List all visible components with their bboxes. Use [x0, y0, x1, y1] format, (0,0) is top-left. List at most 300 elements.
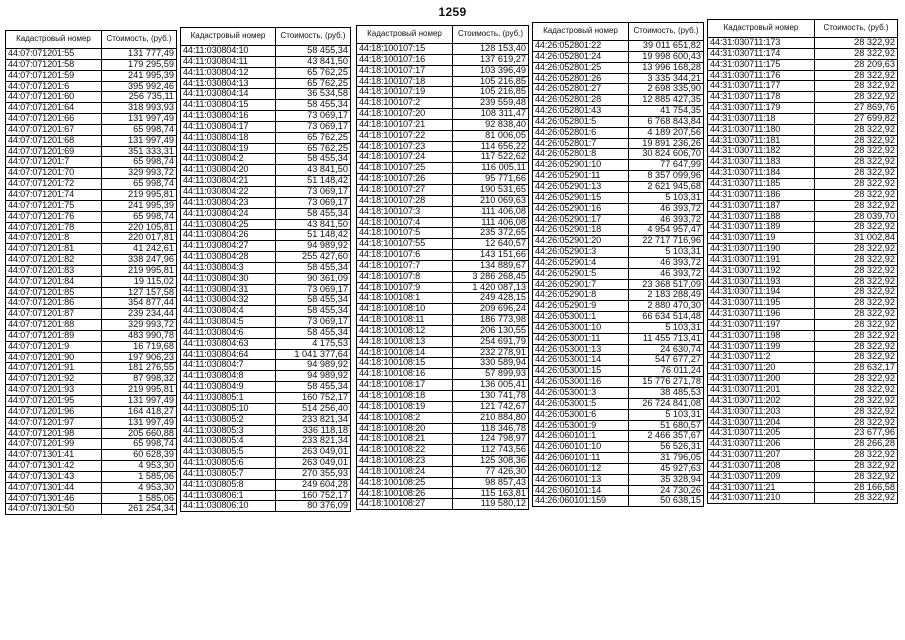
cadastral-number-cell: 44:31:030711:2 [708, 352, 815, 363]
cost-cell: 255 427,60 [276, 252, 351, 263]
cost-cell: 28 322,92 [815, 244, 898, 255]
table-row [181, 306, 351, 317]
cadastral-number-cell: 44:26:053001:15 [533, 366, 629, 377]
cost-cell: 58 455,34 [276, 262, 351, 273]
cadastral-number-cell: 44:11:030804:12 [181, 67, 276, 78]
cost-cell: 98 857,43 [453, 477, 529, 488]
cadastral-number-cell: 44:26:052901:11 [533, 171, 629, 182]
cost-cell: 73 069,17 [276, 121, 351, 132]
cost-cell: 1 420 087,13 [453, 282, 529, 293]
cost-cell: 239 559,48 [453, 98, 529, 109]
cost-cell: 28 322,92 [815, 287, 898, 298]
table-row [181, 414, 351, 425]
cadastral-number-cell: 44:07:071201:67 [6, 124, 102, 135]
table-header-row [533, 23, 704, 41]
cadastral-number-cell: 44:07:071301:43 [6, 471, 102, 482]
cadastral-number-cell: 44:11:030804:32 [181, 295, 276, 306]
table-row [533, 84, 704, 95]
table-row [708, 124, 898, 135]
cost-cell: 1 041 377,64 [276, 349, 351, 360]
cost-cell: 28 322,92 [815, 385, 898, 396]
cadastral-number-cell: 44:31:030711:184 [708, 168, 815, 179]
cadastral-number-cell: 44:18:100107:15 [357, 44, 453, 55]
header-cadastral-number: Кадастровый номер [6, 31, 102, 49]
table-row [533, 149, 704, 160]
table-row [708, 493, 898, 504]
cadastral-number-cell: 44:11:030806:1 [181, 490, 276, 501]
cadastral-number-cell: 44:18:100107:4 [357, 217, 453, 228]
table-row [357, 163, 529, 174]
cost-cell: 12 885 427,35 [629, 95, 704, 106]
table-row [357, 76, 529, 87]
cost-cell: 28 322,92 [815, 265, 898, 276]
cadastral-number-cell: 44:11:030804:15 [181, 100, 276, 111]
table-row [533, 41, 704, 52]
cadastral-number-cell: 44:31:030711:18 [708, 113, 815, 124]
cadastral-number-cell: 44:18:100107:16 [357, 54, 453, 65]
cost-cell: 73 069,17 [276, 186, 351, 197]
cost-cell: 28 322,92 [815, 200, 898, 211]
cadastral-number-cell: 44:07:071201:96 [6, 406, 102, 417]
cost-cell: 94 989,92 [276, 241, 351, 252]
cadastral-number-cell: 44:18:100107:3 [357, 206, 453, 217]
table-row [357, 217, 529, 228]
cost-cell: 28 322,92 [815, 124, 898, 135]
cadastral-number-cell: 44:18:100107:5 [357, 228, 453, 239]
table-row [357, 488, 529, 499]
cadastral-number-cell: 44:18:100108:22 [357, 445, 453, 456]
cost-cell: 60 628,39 [102, 450, 177, 461]
cost-cell: 87 998,32 [102, 374, 177, 385]
cadastral-number-cell: 44:18:100108:16 [357, 369, 453, 380]
cadastral-number-cell: 44:26:060101:10 [533, 442, 629, 453]
cadastral-number-cell: 44:31:030711:207 [708, 450, 815, 461]
table-row [708, 428, 898, 439]
cadastral-number-cell: 44:11:030804:26 [181, 230, 276, 241]
cadastral-number-cell: 44:07:071201:72 [6, 179, 102, 190]
table-row [708, 48, 898, 59]
table-row [181, 338, 351, 349]
cadastral-number-cell: 44:11:030804:6 [181, 327, 276, 338]
cadastral-number-cell: 44:11:030804:3 [181, 262, 276, 273]
cadastral-number-cell: 44:07:071201:97 [6, 417, 102, 428]
cadastral-number-cell: 44:18:100107:26 [357, 174, 453, 185]
cost-cell: 160 752,17 [276, 490, 351, 501]
table-row [181, 349, 351, 360]
cadastral-number-cell: 44:11:030804:4 [181, 306, 276, 317]
cadastral-number-cell: 44:26:052801:26 [533, 73, 629, 84]
table-row [708, 287, 898, 298]
cost-cell: 354 877,44 [102, 298, 177, 309]
table-row [6, 450, 177, 461]
cadastral-number-cell: 44:26:052901:4 [533, 257, 629, 268]
table-row [708, 233, 898, 244]
table-row [357, 325, 529, 336]
table-row [6, 482, 177, 493]
table-row [708, 254, 898, 265]
cost-cell: 2 621 945,68 [629, 181, 704, 192]
cost-cell: 65 762,25 [276, 132, 351, 143]
cost-cell: 261 254,34 [102, 504, 177, 515]
cadastral-table-3 [356, 25, 529, 510]
cost-cell: 23 677,96 [815, 428, 898, 439]
table-row [6, 504, 177, 515]
table-row [533, 192, 704, 203]
table-row [533, 236, 704, 247]
cost-cell: 28 322,92 [815, 417, 898, 428]
table-row [533, 257, 704, 268]
table-row [708, 146, 898, 157]
cadastral-number-cell: 44:31:030711:194 [708, 287, 815, 298]
cost-cell: 4 953,30 [102, 461, 177, 472]
table-row [357, 477, 529, 488]
cost-cell: 65 998,74 [102, 124, 177, 135]
cost-cell: 330 589,94 [453, 358, 529, 369]
cost-cell: 179 295,59 [102, 59, 177, 70]
table-row [357, 98, 529, 109]
cost-cell: 137 619,27 [453, 54, 529, 65]
table-row [181, 154, 351, 165]
table-row [708, 341, 898, 352]
cadastral-number-cell: 44:07:071201:68 [6, 135, 102, 146]
cadastral-number-cell: 44:26:060101:14 [533, 485, 629, 496]
table-row [181, 284, 351, 295]
cost-cell: 103 396,49 [453, 65, 529, 76]
table-row [533, 279, 704, 290]
cost-cell: 4 189 207,56 [629, 127, 704, 138]
cadastral-number-cell: 44:31:030711:193 [708, 276, 815, 287]
table-row [6, 352, 177, 363]
table-row [708, 385, 898, 396]
cost-cell: 51 680,57 [629, 420, 704, 431]
cadastral-number-cell: 44:26:053001:11 [533, 333, 629, 344]
cost-cell: 28 166,58 [815, 482, 898, 493]
table-row [357, 412, 529, 423]
cadastral-number-cell: 44:18:100107:22 [357, 130, 453, 141]
table-row [181, 176, 351, 187]
table-row [533, 474, 704, 485]
cost-cell: 38 485,53 [629, 388, 704, 399]
cadastral-number-cell: 44:07:071301:50 [6, 504, 102, 515]
table-row [357, 152, 529, 163]
cadastral-number-cell: 44:31:030711:204 [708, 417, 815, 428]
cost-cell: 249 604,28 [276, 479, 351, 490]
table-row [533, 171, 704, 182]
cost-cell: 46 393,72 [629, 203, 704, 214]
cost-cell: 12 640,57 [453, 239, 529, 250]
cadastral-number-cell: 44:26:052801:43 [533, 106, 629, 117]
cadastral-number-cell: 44:11:030806:10 [181, 501, 276, 512]
table-row [181, 479, 351, 490]
cost-cell: 2 880 470,30 [629, 301, 704, 312]
cost-cell: 46 393,72 [629, 268, 704, 279]
cadastral-number-cell: 44:11:030804:16 [181, 111, 276, 122]
table-row [357, 44, 529, 55]
table-row [181, 111, 351, 122]
cost-cell: 206 130,55 [453, 325, 529, 336]
cost-cell: 65 998,74 [102, 157, 177, 168]
cadastral-number-cell: 44:07:071301:41 [6, 450, 102, 461]
cost-cell: 94 989,92 [276, 371, 351, 382]
cost-cell: 119 580,12 [453, 499, 529, 510]
table-row [357, 434, 529, 445]
cadastral-number-cell: 44:18:100108:27 [357, 499, 453, 510]
cadastral-number-cell: 44:26:052901:18 [533, 225, 629, 236]
cost-cell: 19 998 600,43 [629, 51, 704, 62]
cost-cell: 28 322,92 [815, 330, 898, 341]
cadastral-number-cell: 44:11:030805:4 [181, 436, 276, 447]
table-row [6, 211, 177, 222]
cost-cell: 58 455,34 [276, 306, 351, 317]
cost-cell: 43 841,50 [276, 56, 351, 67]
cadastral-number-cell: 44:18:100108:23 [357, 456, 453, 467]
table-row [6, 493, 177, 504]
cost-cell: 351 333,31 [102, 146, 177, 157]
cost-cell: 43 841,50 [276, 165, 351, 176]
cadastral-number-cell: 44:11:030804:27 [181, 241, 276, 252]
cost-cell: 3 286 268,45 [453, 271, 529, 282]
table-row [533, 496, 704, 507]
table-row [533, 366, 704, 377]
cost-cell: 56 526,31 [629, 442, 704, 453]
cadastral-number-cell: 44:31:030711:187 [708, 200, 815, 211]
table-row [708, 168, 898, 179]
cadastral-number-cell: 44:31:030711:183 [708, 157, 815, 168]
cadastral-number-cell: 44:31:030711:198 [708, 330, 815, 341]
table-row [708, 59, 898, 70]
cadastral-number-cell: 44:07:071201:86 [6, 298, 102, 309]
cadastral-number-cell: 44:18:100107:9 [357, 282, 453, 293]
cost-cell: 219 995,81 [102, 189, 177, 200]
cadastral-number-cell: 44:18:100107:24 [357, 152, 453, 163]
cost-cell: 114 656,22 [453, 141, 529, 152]
cost-cell: 108 311,47 [453, 109, 529, 120]
table-row [181, 67, 351, 78]
cost-cell: 73 069,17 [276, 111, 351, 122]
cost-cell: 1 585,06 [102, 471, 177, 482]
cost-cell: 73 069,17 [276, 284, 351, 295]
cost-cell: 92 838,40 [453, 119, 529, 130]
cadastral-number-cell: 44:31:030711:209 [708, 471, 815, 482]
cost-cell: 249 428,15 [453, 293, 529, 304]
table-row [708, 265, 898, 276]
table-row [181, 262, 351, 273]
cost-cell: 131 997,49 [102, 114, 177, 125]
table-row [708, 38, 898, 49]
cost-cell: 4 175,53 [276, 338, 351, 349]
cost-cell: 19 115,02 [102, 276, 177, 287]
cadastral-number-cell: 44:11:030805:7 [181, 468, 276, 479]
cost-cell: 235 372,65 [453, 228, 529, 239]
cadastral-table-2 [180, 27, 351, 512]
cadastral-number-cell: 44:26:052801:8 [533, 149, 629, 160]
table-row [533, 398, 704, 409]
cost-cell: 90 361,09 [276, 273, 351, 284]
cadastral-number-cell: 44:18:100107:23 [357, 141, 453, 152]
cadastral-number-cell: 44:18:100108:26 [357, 488, 453, 499]
table-row [6, 189, 177, 200]
cost-cell: 65 762,25 [276, 78, 351, 89]
cadastral-number-cell: 44:26:052901:15 [533, 192, 629, 203]
table-row [6, 114, 177, 125]
cost-cell: 28 322,92 [815, 395, 898, 406]
table-row [181, 100, 351, 111]
header-cadastral-number: Кадастровый номер [708, 20, 815, 38]
table-row [708, 417, 898, 428]
cost-cell: 124 798,97 [453, 434, 529, 445]
cost-cell: 28 322,92 [815, 460, 898, 471]
table-row [181, 186, 351, 197]
cadastral-number-cell: 44:07:071201:92 [6, 374, 102, 385]
table-row [357, 54, 529, 65]
table-row [357, 87, 529, 98]
table-row [6, 461, 177, 472]
cadastral-number-cell: 44:11:030804:9 [181, 382, 276, 393]
cadastral-number-cell: 44:31:030711:189 [708, 222, 815, 233]
cadastral-number-cell: 44:18:100107:19 [357, 87, 453, 98]
table-row [6, 70, 177, 81]
table-row [708, 460, 898, 471]
cost-cell: 24 630,74 [629, 344, 704, 355]
cost-cell: 254 691,79 [453, 336, 529, 347]
cadastral-number-cell: 44:07:071201:84 [6, 276, 102, 287]
cost-cell: 130 741,78 [453, 391, 529, 402]
table-row [533, 95, 704, 106]
table-row [181, 165, 351, 176]
cadastral-number-cell: 44:11:030804:23 [181, 197, 276, 208]
table-row [181, 447, 351, 458]
cadastral-number-cell: 44:11:030804:8 [181, 371, 276, 382]
cadastral-number-cell: 44:31:030711:180 [708, 124, 815, 135]
cadastral-number-cell: 44:26:060101:11 [533, 453, 629, 464]
cost-cell: 111 406,08 [453, 217, 529, 228]
cadastral-number-cell: 44:18:100108:15 [357, 358, 453, 369]
table-row [6, 157, 177, 168]
table-row [533, 420, 704, 431]
cadastral-number-cell: 44:11:030804:31 [181, 284, 276, 295]
cadastral-number-cell: 44:07:071201:55 [6, 49, 102, 60]
table-row [6, 439, 177, 450]
table-row [357, 239, 529, 250]
table-row [357, 65, 529, 76]
cadastral-number-cell: 44:31:030711:176 [708, 70, 815, 81]
cadastral-number-cell: 44:26:052901:8 [533, 290, 629, 301]
cost-cell: 28 322,92 [815, 70, 898, 81]
cost-cell: 43 841,50 [276, 219, 351, 230]
table-row [6, 287, 177, 298]
cadastral-number-cell: 44:11:030804:28 [181, 252, 276, 263]
table-row [357, 260, 529, 271]
table-row [181, 360, 351, 371]
cadastral-number-cell: 44:26:052801:25 [533, 62, 629, 73]
table-row [708, 157, 898, 168]
cost-cell: 28 322,92 [815, 374, 898, 385]
cost-cell: 28 632,17 [815, 363, 898, 374]
table-row [533, 73, 704, 84]
cost-cell: 65 998,74 [102, 439, 177, 450]
table-row [181, 121, 351, 132]
cadastral-number-cell: 44:11:030805:3 [181, 425, 276, 436]
table-row [708, 135, 898, 146]
table-row [533, 355, 704, 366]
table-row [6, 135, 177, 146]
cost-cell: 76 011,24 [629, 366, 704, 377]
cost-cell: 28 209,63 [815, 59, 898, 70]
cost-cell: 8 357 099,96 [629, 171, 704, 182]
table-row [6, 200, 177, 211]
cadastral-number-cell: 44:07:071201:88 [6, 320, 102, 331]
cost-cell: 28 322,92 [815, 471, 898, 482]
table-row [6, 276, 177, 287]
cadastral-number-cell: 44:18:100108:14 [357, 347, 453, 358]
cadastral-number-cell: 44:31:030711:202 [708, 395, 815, 406]
cost-cell: 28 322,92 [815, 309, 898, 320]
table-row [533, 344, 704, 355]
cost-cell: 134 889,67 [453, 260, 529, 271]
table-row [6, 59, 177, 70]
cost-cell: 127 157,58 [102, 287, 177, 298]
cadastral-number-cell: 44:26:052901:10 [533, 160, 629, 171]
cadastral-number-cell: 44:07:071201:74 [6, 189, 102, 200]
table-row [181, 436, 351, 447]
cost-cell: 5 103,31 [629, 409, 704, 420]
cadastral-number-cell: 44:07:071201:64 [6, 103, 102, 114]
cost-cell: 6 768 843,84 [629, 116, 704, 127]
cost-cell: 128 153,40 [453, 44, 529, 55]
cost-cell: 24 730,26 [629, 485, 704, 496]
cadastral-number-cell: 44:11:030804:21 [181, 176, 276, 187]
cadastral-number-cell: 44:11:030804:5 [181, 317, 276, 328]
cadastral-number-cell: 44:18:100108:11 [357, 315, 453, 326]
cost-cell: 1 585,06 [102, 493, 177, 504]
table-row [708, 471, 898, 482]
cadastral-number-cell: 44:18:100107:25 [357, 163, 453, 174]
table-row [533, 268, 704, 279]
table-row [708, 276, 898, 287]
cost-cell: 118 346,78 [453, 423, 529, 434]
cost-cell: 28 322,92 [815, 352, 898, 363]
table-row [708, 81, 898, 92]
cost-cell: 220 017,81 [102, 233, 177, 244]
table-row [533, 312, 704, 323]
cost-cell: 111 406,08 [453, 206, 529, 217]
table-row [181, 46, 351, 57]
table-row [533, 106, 704, 117]
cost-cell: 5 103,31 [629, 247, 704, 258]
cadastral-number-cell: 44:31:030711:201 [708, 385, 815, 396]
cadastral-number-cell: 44:07:071201:6 [6, 81, 102, 92]
cadastral-number-cell: 44:11:030804:10 [181, 46, 276, 57]
cadastral-number-cell: 44:31:030711:195 [708, 298, 815, 309]
cost-cell: 50 638,15 [629, 496, 704, 507]
table-row [181, 425, 351, 436]
cost-cell: 5 103,31 [629, 192, 704, 203]
cadastral-number-cell: 44:26:053001:6 [533, 409, 629, 420]
cadastral-number-cell: 44:07:071201:7 [6, 157, 102, 168]
table-row [181, 393, 351, 404]
cadastral-number-cell: 44:18:100107:18 [357, 76, 453, 87]
cadastral-number-cell: 44:26:053001:16 [533, 377, 629, 388]
cadastral-number-cell: 44:18:100108:21 [357, 434, 453, 445]
cadastral-number-cell: 44:31:030711:208 [708, 460, 815, 471]
cadastral-number-cell: 44:07:071201:85 [6, 287, 102, 298]
cost-cell: 39 011 651,82 [629, 41, 704, 52]
header-cadastral-number: Кадастровый номер [181, 28, 276, 46]
table-row [6, 341, 177, 352]
cadastral-number-cell: 44:18:100108:13 [357, 336, 453, 347]
table-row [533, 51, 704, 62]
table-row [6, 363, 177, 374]
